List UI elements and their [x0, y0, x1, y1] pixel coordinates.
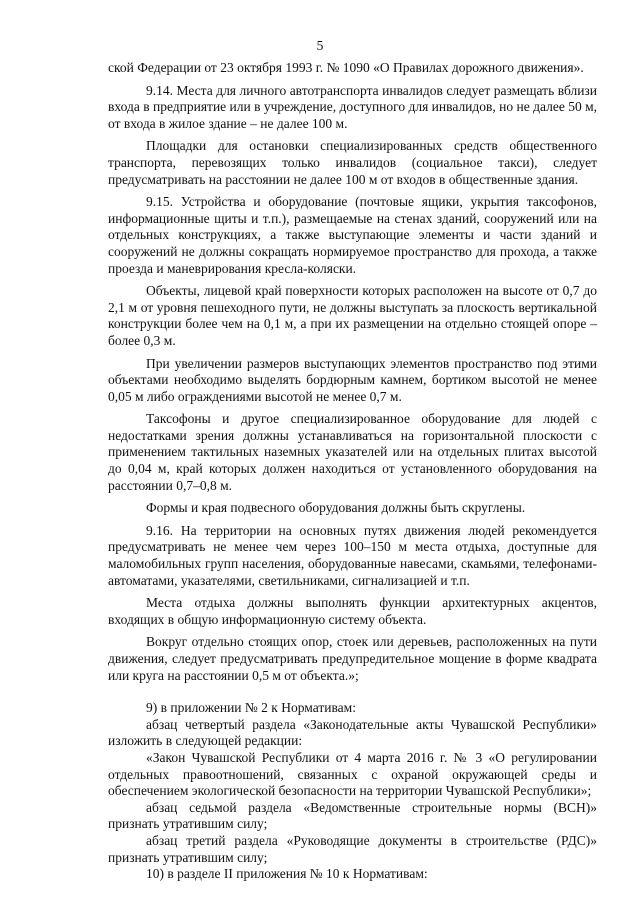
paragraph-abzats-4: абзац четвертый раздела «Законодательные акты Чувашской Республики» изложить в следующей редакции: [108, 716, 597, 749]
paragraph-warning-paving: Вокруг отдельно стоящих опор, стоек или деревьев, расположенных на пути движения, следует предусматривать предупредительное мощение в форме квадрата или круга на расстоянии 0,5 м от объекта.»; [108, 634, 597, 683]
paragraph-item-9: 9) в приложении № 2 к Нормативам: [146, 700, 356, 716]
paragraph-rest-places: Места отдыха должны выполнять функции архитектурных акцентов, входящих в общую информационную систему объекта. [108, 595, 597, 627]
paragraph-payphones: Таксофоны и другое специализированное оборудование для людей с недостатками зрения должны устанавливаться на горизонтальной плоскости с применением тактильных наземных указателей или на отдельных плитах высотой до 0,04 м, край которых должен находиться от установленного оборудования на расстоянии 0,7–0,8 м. [108, 411, 597, 493]
section-gap [108, 684, 597, 700]
paragraph-objects-height: Объекты, лицевой край поверхности которых расположен на высоте от 0,7 до 2,1 м от уровня пешеходного пути, не должны выступать за плоскость вертикальной конструкции более чем на 0,1 м, а при их размещении на отдельно стоящей опоре – более 0,3 м. [108, 283, 597, 348]
paragraph-social-taxi: Площадки для остановки специализированных средств общественного транспорта, перевозящих только инвалидов (социальное такси), следует предусматривать на расстоянии не далее 100 м от входов в общественные здания. [108, 138, 597, 187]
paragraph-9-14: 9.14. Места для личного автотранспорта инвалидов следует размещать вблизи входа в предприятие или в учреждение, доступного для инвалидов, но не далее 50 м, от входа в жилое здание – не далее 100 м. [108, 82, 597, 131]
paragraph-protruding-elements: При увеличении размеров выступающих элементов пространство под этими объектами необходимо выделять бордюрным камнем, бортиком высотой не менее 0,05 м либо ограждениями высотой не менее 0,7 м. [108, 355, 597, 404]
paragraph-abzats-3: абзац третий раздела «Руководящие документы в строительстве (РДС)» признать утратившим силу; [108, 832, 597, 865]
paragraph-law-text: «Закон Чувашской Республики от 4 марта 2016 г. № 3 «О регулировании отдельных правоотношений, связанных с охраной окружающей среды и обеспечением экологической безопасности на территории Чувашской Республики»; [108, 749, 597, 799]
paragraph-9-16: 9.16. На территории на основных путях движения людей рекомендуется предусматривать не менее чем через 100–150 м места отдыха, доступные для маломобильных групп населения, оборудованные навесами, скамьями, телефонами-автоматами, указателями, светильниками, сигнализацией и т.п. [108, 522, 597, 588]
paragraph-9-15: 9.15. Устройства и оборудование (почтовые ящики, укрытия таксофонов, информационные щиты и т.п.), размещаемые на стенах зданий, сооружений или на отдельных конструкциях, а также выступающие элементы и части зданий и сооружений не должны сокращать нормируемое пространство для прохода, а также проезда и маневрирования кресла-коляски. [108, 194, 597, 276]
paragraph-item-10: 10) в разделе II приложения № 10 к Нормативам: [146, 866, 428, 882]
document-body [108, 60, 597, 883]
paragraph-abzats-7: абзац седьмой раздела «Ведомственные строительные нормы (ВСН)» признать утратившим силу; [108, 799, 597, 832]
paragraph-suspended-equipment: Формы и края подвесного оборудования должны быть скруглены. [146, 500, 526, 516]
paragraph-continuation: ской Федерации от 23 октября 1993 г. № 1090 «О Правилах дорожного движения». [108, 60, 584, 75]
page-number: 5 [316, 38, 324, 53]
